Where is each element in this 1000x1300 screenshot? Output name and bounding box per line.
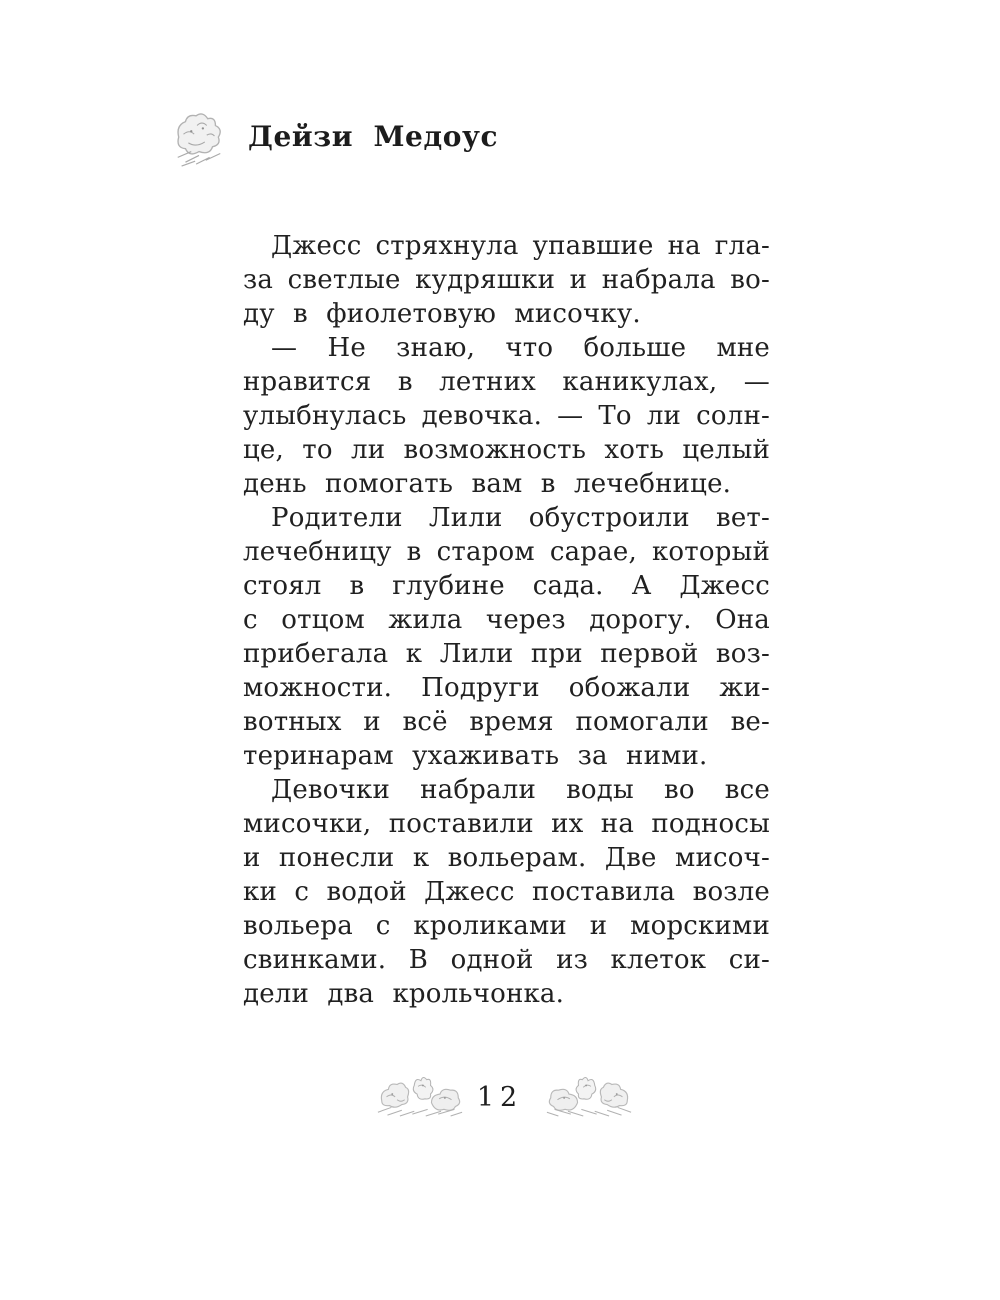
text-line: можности. Подруги обожали жи- <box>243 673 770 703</box>
text-line: и понесли к вольерам. Две мисоч- <box>243 843 770 873</box>
text-line: ду в фиолетовую мисочку. <box>243 299 641 329</box>
text-line: вотных и всё время помогали ве- <box>243 707 770 737</box>
text-line: мисочки, поставили их на подносы <box>243 809 770 839</box>
text-line: день помогать вам в лечебнице. <box>243 469 732 499</box>
author-name: Дейзи Медоус <box>248 120 499 153</box>
animal-vignette-icon <box>376 1072 464 1118</box>
animal-vignette-icon <box>545 1072 633 1118</box>
text-line: це, то ли возможность хоть целый <box>243 435 770 465</box>
text-line: теринарам ухаживать за ними. <box>243 741 708 771</box>
text-line: — Не знаю, что больше мне <box>271 333 770 363</box>
text-line: Джесс стряхнула упавшие на гла- <box>271 231 770 261</box>
text-line: стоял в глубине сада. А Джесс <box>243 571 770 601</box>
text-line: дели два крольчонка. <box>243 979 565 1009</box>
text-line: Родители Лили обустроили вет- <box>271 503 770 533</box>
text-line: ки с водой Джесс поставила возле <box>243 877 770 907</box>
text-line: с отцом жила через дорогу. Она <box>243 605 770 635</box>
animal-vignette-icon <box>170 108 228 170</box>
page-header <box>170 108 498 170</box>
text-line: свинками. В одной из клеток си- <box>243 945 770 975</box>
text-line: улыбнулась девочка. — То ли солн- <box>243 401 770 431</box>
text-line: лечебницу в старом сарае, который <box>243 537 770 567</box>
body-text <box>243 229 770 1011</box>
text-line: нравится в летних каникулах, — <box>243 367 770 397</box>
text-line: за светлые кудряшки и набрала во- <box>243 265 770 295</box>
text-line: вольера с кроликами и морскими <box>243 911 770 941</box>
page-number: 12 <box>476 1082 524 1113</box>
text-line: Девочки набрали воды во все <box>271 775 770 805</box>
text-line: прибегала к Лили при первой воз- <box>243 639 770 669</box>
